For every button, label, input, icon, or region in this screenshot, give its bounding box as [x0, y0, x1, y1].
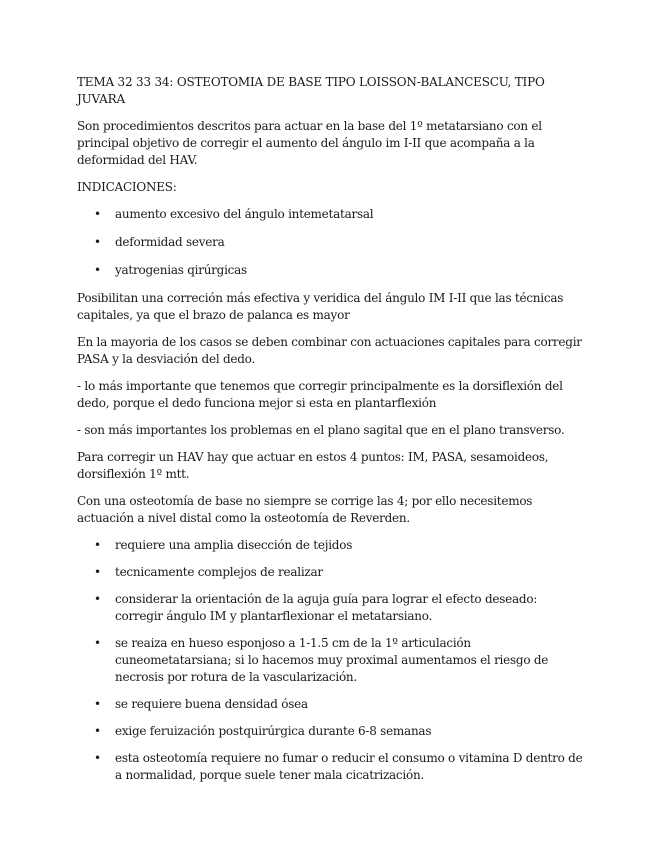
paragraph: Para corregir un HAV hay que actuar en estos 4 puntos: IM, PASA, sesamoideos, dorsiflexión 1º mtt.: [77, 450, 549, 481]
bullet-icon: •: [94, 565, 101, 579]
indicaciones-heading: INDICACIONES:: [77, 180, 177, 194]
bullet-icon: •: [94, 751, 101, 765]
bullet-icon: •: [94, 724, 101, 738]
bullet-icon: •: [94, 235, 101, 249]
list-item: • se reaiza en hueso esponjoso a 1-1.5 cm de la 1º articulación cuneometatarsiana; si lo hacemos muy proximal aumentamos el riesgo de necrosis por rotura de la vascularización.: [94, 636, 549, 684]
paragraph: - lo más importante que tenemos que corregir principalmente es la dorsiflexión del dedo, porque el dedo funciona mejor si esta en plantarflexión: [77, 379, 563, 410]
list-item: • se requiere buena densidad ósea: [94, 697, 308, 711]
paragraph: Con una osteotomía de base no siempre se corrige las 4; por ello necesitemos actuación a nivel distal como la osteotomía de Reverden.: [77, 494, 533, 525]
paragraph: - son más importantes los problemas en el plano sagital que en el plano transverso.: [77, 423, 565, 437]
paragraph: En la mayoria de los casos se deben combinar con actuaciones capitales para corregir PASA y la desviación del dedo.: [77, 335, 582, 366]
bullet-icon: •: [94, 538, 101, 552]
bullet-icon: •: [94, 263, 101, 277]
paragraph: Posibilitan una correción más efectiva y veridica del ángulo IM I-II que las técnicas capitales, ya que el brazo de palanca es mayor: [77, 291, 564, 322]
characteristics-list: [77, 537, 585, 784]
indicaciones-list: [77, 206, 585, 279]
bullet-icon: •: [94, 636, 101, 650]
list-item: • aumento excesivo del ángulo intemetatarsal: [94, 207, 374, 221]
list-item: • requiere una amplia disección de tejidos: [94, 538, 353, 552]
list-item: • yatrogenias qirúrgicas: [94, 263, 247, 277]
list-item: • exige feruización postquirúrgica durante 6-8 semanas: [94, 724, 432, 738]
list-item: • considerar la orientación de la aguja guía para lograr el efecto deseado: corregir ángulo IM y plantarflexionar el metatarsiano.: [94, 592, 538, 623]
list-item: • tecnicamente complejos de realizar: [94, 565, 323, 579]
bullet-icon: •: [94, 207, 101, 221]
intro-paragraph: Son procedimientos descritos para actuar en la base del 1º metatarsiano con el principal objetivo de corregir el aumento del ángulo im I-II que acompaña a la deformidad del HAV.: [77, 119, 542, 167]
list-item: • esta osteotomía requiere no fumar o reducir el consumo o vitamina D dentro de a normalidad, porque suele tener mala cicatrización.: [94, 751, 583, 782]
bullet-icon: •: [94, 697, 101, 711]
bullet-icon: •: [94, 592, 101, 606]
list-item: • deformidad severa: [94, 235, 225, 249]
document-title: TEMA 32 33 34: OSTEOTOMIA DE BASE TIPO LOISSON-BALANCESCU, TIPO JUVARA: [77, 75, 545, 106]
